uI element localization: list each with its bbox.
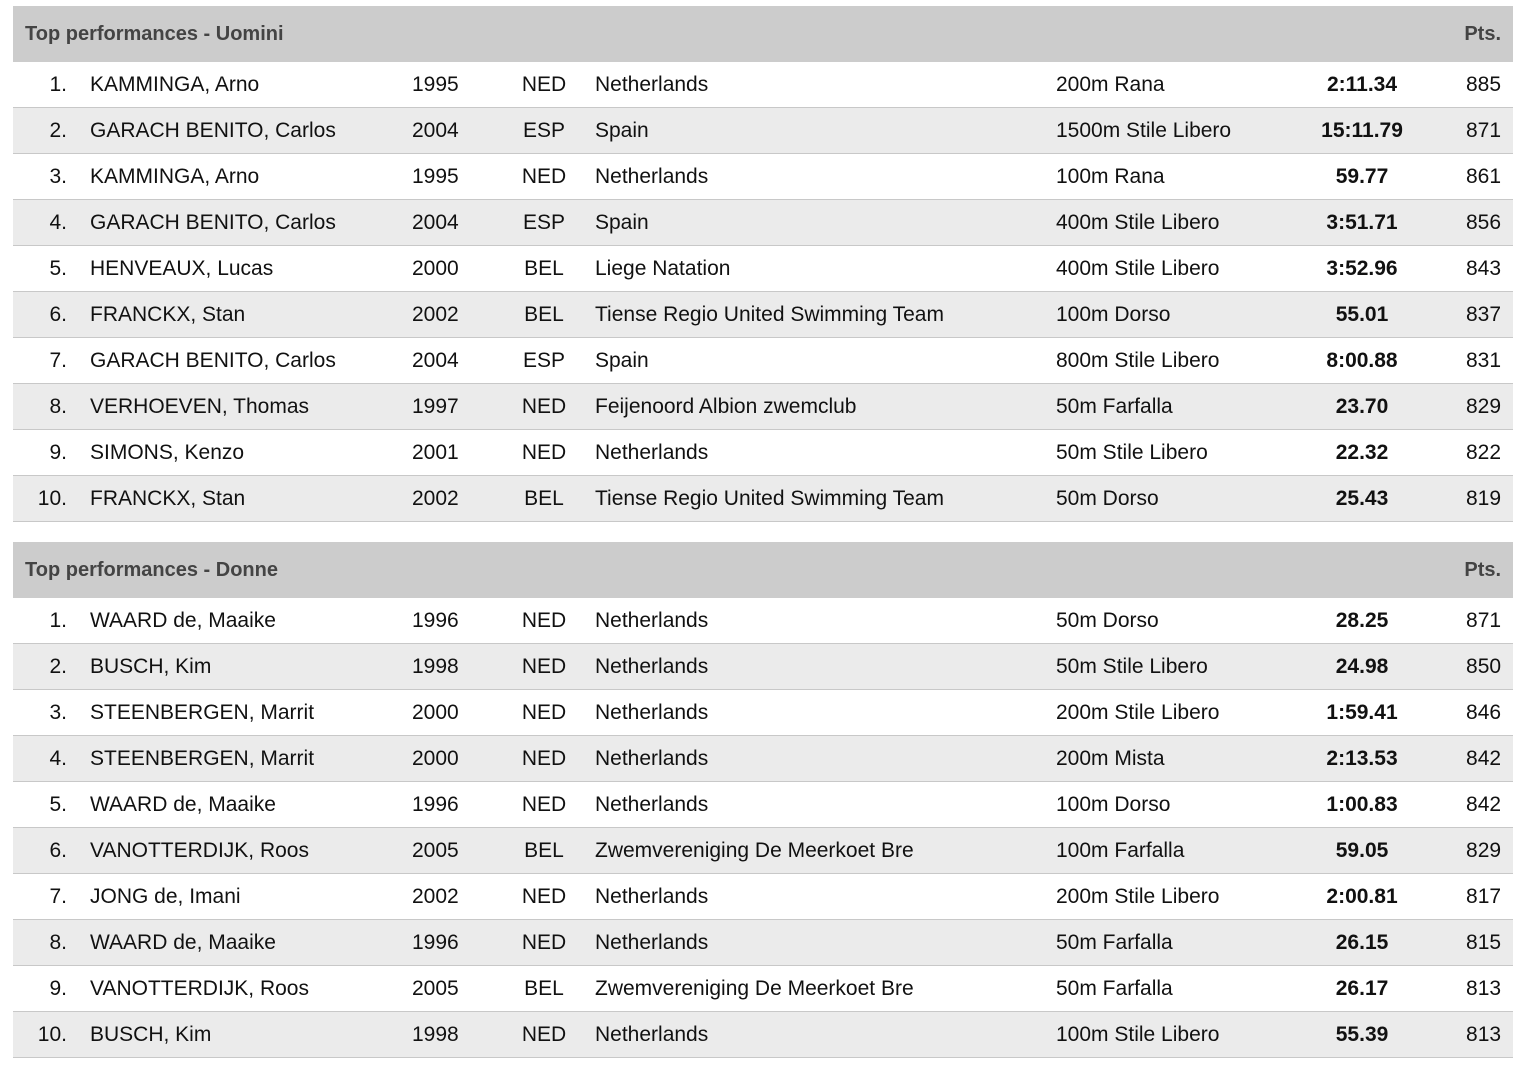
nation-code: ESP — [500, 200, 588, 246]
nation-code: BEL — [500, 966, 588, 1012]
athlete-name: STEENBERGEN, Marrit — [67, 690, 412, 736]
rank-cell: 10. — [13, 476, 67, 522]
athlete-name: VERHOEVEN, Thomas — [67, 384, 412, 430]
points: 822 — [1418, 430, 1513, 476]
birth-year: 1998 — [412, 644, 500, 690]
points: 829 — [1418, 828, 1513, 874]
birth-year: 2000 — [412, 246, 500, 292]
event-name: 100m Dorso — [1056, 292, 1306, 338]
birth-year: 1996 — [412, 782, 500, 828]
table-row — [13, 476, 1513, 522]
rank-cell: 7. — [13, 338, 67, 384]
athlete-name: KAMMINGA, Arno — [67, 154, 412, 200]
swim-time: 15:11.79 — [1306, 108, 1418, 154]
swim-time: 1:59.41 — [1306, 690, 1418, 736]
nation-code: NED — [500, 430, 588, 476]
club-name: Netherlands — [588, 62, 1056, 108]
event-name: 200m Mista — [1056, 736, 1306, 782]
nation-code: NED — [500, 62, 588, 108]
points: 856 — [1418, 200, 1513, 246]
event-name: 100m Farfalla — [1056, 828, 1306, 874]
rank-cell: 8. — [13, 384, 67, 430]
athlete-name: WAARD de, Maaike — [67, 920, 412, 966]
club-name: Spain — [588, 338, 1056, 384]
athlete-name: VANOTTERDIJK, Roos — [67, 966, 412, 1012]
section-header — [13, 6, 1513, 62]
swim-time: 24.98 — [1306, 644, 1418, 690]
swim-time: 2:00.81 — [1306, 874, 1418, 920]
birth-year: 2004 — [412, 108, 500, 154]
table-row — [13, 736, 1513, 782]
rank-cell: 5. — [13, 246, 67, 292]
table-row — [13, 384, 1513, 430]
nation-code: BEL — [500, 828, 588, 874]
club-name: Netherlands — [588, 874, 1056, 920]
section-header — [13, 542, 1513, 598]
nation-code: NED — [500, 1012, 588, 1058]
event-name: 50m Stile Libero — [1056, 430, 1306, 476]
athlete-name: STEENBERGEN, Marrit — [67, 736, 412, 782]
event-name: 400m Stile Libero — [1056, 246, 1306, 292]
athlete-name: FRANCKX, Stan — [67, 476, 412, 522]
birth-year: 2002 — [412, 874, 500, 920]
club-name: Netherlands — [588, 430, 1056, 476]
table-row — [13, 338, 1513, 384]
table-row — [13, 108, 1513, 154]
athlete-name: VANOTTERDIJK, Roos — [67, 828, 412, 874]
birth-year: 1995 — [412, 62, 500, 108]
points: 861 — [1418, 154, 1513, 200]
points: 813 — [1418, 1012, 1513, 1058]
rank-cell: 9. — [13, 430, 67, 476]
swim-time: 59.77 — [1306, 154, 1418, 200]
table-row — [13, 874, 1513, 920]
birth-year: 1995 — [412, 154, 500, 200]
event-name: 800m Stile Libero — [1056, 338, 1306, 384]
rank-cell: 1. — [13, 62, 67, 108]
birth-year: 1996 — [412, 598, 500, 644]
event-name: 1500m Stile Libero — [1056, 108, 1306, 154]
nation-code: NED — [500, 644, 588, 690]
points: 815 — [1418, 920, 1513, 966]
swim-time: 3:52.96 — [1306, 246, 1418, 292]
points-header: Pts. — [1418, 542, 1513, 598]
birth-year: 2005 — [412, 828, 500, 874]
athlete-name: WAARD de, Maaike — [67, 598, 412, 644]
birth-year: 2002 — [412, 292, 500, 338]
event-name: 50m Dorso — [1056, 598, 1306, 644]
event-name: 50m Stile Libero — [1056, 644, 1306, 690]
birth-year: 2001 — [412, 430, 500, 476]
birth-year: 2004 — [412, 200, 500, 246]
athlete-name: KAMMINGA, Arno — [67, 62, 412, 108]
points: 831 — [1418, 338, 1513, 384]
event-name: 50m Dorso — [1056, 476, 1306, 522]
rank-cell: 5. — [13, 782, 67, 828]
nation-code: BEL — [500, 246, 588, 292]
points: 813 — [1418, 966, 1513, 1012]
swim-time: 2:13.53 — [1306, 736, 1418, 782]
nation-code: NED — [500, 384, 588, 430]
rank-cell: 3. — [13, 154, 67, 200]
club-name: Spain — [588, 200, 1056, 246]
section-title: Top performances - Donne — [13, 542, 1418, 598]
rank-cell: 2. — [13, 644, 67, 690]
birth-year: 2005 — [412, 966, 500, 1012]
athlete-name: GARACH BENITO, Carlos — [67, 200, 412, 246]
nation-code: BEL — [500, 292, 588, 338]
nation-code: NED — [500, 920, 588, 966]
swim-time: 59.05 — [1306, 828, 1418, 874]
event-name: 200m Rana — [1056, 62, 1306, 108]
swim-time: 26.17 — [1306, 966, 1418, 1012]
table-row — [13, 1012, 1513, 1058]
rank-cell: 1. — [13, 598, 67, 644]
points: 819 — [1418, 476, 1513, 522]
event-name: 100m Rana — [1056, 154, 1306, 200]
club-name: Netherlands — [588, 154, 1056, 200]
table-row — [13, 828, 1513, 874]
table-row — [13, 200, 1513, 246]
club-name: Netherlands — [588, 690, 1056, 736]
table-row — [13, 246, 1513, 292]
club-name: Feijenoord Albion zwemclub — [588, 384, 1056, 430]
points: 885 — [1418, 62, 1513, 108]
rank-cell: 2. — [13, 108, 67, 154]
club-name: Spain — [588, 108, 1056, 154]
club-name: Zwemvereniging De Meerkoet Bre — [588, 828, 1056, 874]
swim-time: 55.01 — [1306, 292, 1418, 338]
table-row — [13, 782, 1513, 828]
birth-year: 1996 — [412, 920, 500, 966]
points: 817 — [1418, 874, 1513, 920]
athlete-name: SIMONS, Kenzo — [67, 430, 412, 476]
table-row — [13, 292, 1513, 338]
table-row — [13, 62, 1513, 108]
nation-code: ESP — [500, 108, 588, 154]
nation-code: NED — [500, 874, 588, 920]
club-name: Liege Natation — [588, 246, 1056, 292]
rank-cell: 3. — [13, 690, 67, 736]
nation-code: NED — [500, 598, 588, 644]
athlete-name: GARACH BENITO, Carlos — [67, 108, 412, 154]
points: 842 — [1418, 782, 1513, 828]
birth-year: 1997 — [412, 384, 500, 430]
points: 842 — [1418, 736, 1513, 782]
birth-year: 2004 — [412, 338, 500, 384]
birth-year: 2002 — [412, 476, 500, 522]
table-row — [13, 598, 1513, 644]
men-performance-table — [13, 6, 1513, 522]
rank-cell: 6. — [13, 828, 67, 874]
swim-time: 25.43 — [1306, 476, 1418, 522]
birth-year: 2000 — [412, 690, 500, 736]
event-name: 50m Farfalla — [1056, 920, 1306, 966]
points: 850 — [1418, 644, 1513, 690]
birth-year: 1998 — [412, 1012, 500, 1058]
athlete-name: HENVEAUX, Lucas — [67, 246, 412, 292]
event-name: 100m Stile Libero — [1056, 1012, 1306, 1058]
nation-code: BEL — [500, 476, 588, 522]
points: 837 — [1418, 292, 1513, 338]
table-row — [13, 690, 1513, 736]
points: 846 — [1418, 690, 1513, 736]
athlete-name: WAARD de, Maaike — [67, 782, 412, 828]
rank-cell: 9. — [13, 966, 67, 1012]
swim-time: 8:00.88 — [1306, 338, 1418, 384]
club-name: Zwemvereniging De Meerkoet Bre — [588, 966, 1056, 1012]
points: 829 — [1418, 384, 1513, 430]
athlete-name: JONG de, Imani — [67, 874, 412, 920]
club-name: Netherlands — [588, 782, 1056, 828]
athlete-name: FRANCKX, Stan — [67, 292, 412, 338]
swim-time: 2:11.34 — [1306, 62, 1418, 108]
club-name: Netherlands — [588, 736, 1056, 782]
table-row — [13, 920, 1513, 966]
event-name: 50m Farfalla — [1056, 966, 1306, 1012]
rank-cell: 4. — [13, 200, 67, 246]
nation-code: NED — [500, 690, 588, 736]
club-name: Netherlands — [588, 598, 1056, 644]
swim-time: 22.32 — [1306, 430, 1418, 476]
swim-time: 23.70 — [1306, 384, 1418, 430]
points: 871 — [1418, 598, 1513, 644]
nation-code: NED — [500, 782, 588, 828]
club-name: Netherlands — [588, 644, 1056, 690]
table-row — [13, 154, 1513, 200]
performances-page — [13, 6, 1513, 1058]
rank-cell: 8. — [13, 920, 67, 966]
event-name: 100m Dorso — [1056, 782, 1306, 828]
rank-cell: 7. — [13, 874, 67, 920]
event-name: 200m Stile Libero — [1056, 690, 1306, 736]
section-title: Top performances - Uomini — [13, 6, 1418, 62]
table-row — [13, 644, 1513, 690]
club-name: Netherlands — [588, 920, 1056, 966]
nation-code: NED — [500, 736, 588, 782]
points: 843 — [1418, 246, 1513, 292]
nation-code: NED — [500, 154, 588, 200]
athlete-name: GARACH BENITO, Carlos — [67, 338, 412, 384]
swim-time: 26.15 — [1306, 920, 1418, 966]
rank-cell: 6. — [13, 292, 67, 338]
club-name: Tiense Regio United Swimming Team — [588, 476, 1056, 522]
swim-time: 28.25 — [1306, 598, 1418, 644]
swim-time: 55.39 — [1306, 1012, 1418, 1058]
club-name: Netherlands — [588, 1012, 1056, 1058]
athlete-name: BUSCH, Kim — [67, 644, 412, 690]
event-name: 200m Stile Libero — [1056, 874, 1306, 920]
swim-time: 1:00.83 — [1306, 782, 1418, 828]
points: 871 — [1418, 108, 1513, 154]
women-performance-table — [13, 542, 1513, 1058]
points-header: Pts. — [1418, 6, 1513, 62]
table-row — [13, 966, 1513, 1012]
nation-code: ESP — [500, 338, 588, 384]
event-name: 400m Stile Libero — [1056, 200, 1306, 246]
athlete-name: BUSCH, Kim — [67, 1012, 412, 1058]
rank-cell: 4. — [13, 736, 67, 782]
club-name: Tiense Regio United Swimming Team — [588, 292, 1056, 338]
swim-time: 3:51.71 — [1306, 200, 1418, 246]
event-name: 50m Farfalla — [1056, 384, 1306, 430]
table-row — [13, 430, 1513, 476]
birth-year: 2000 — [412, 736, 500, 782]
rank-cell: 10. — [13, 1012, 67, 1058]
